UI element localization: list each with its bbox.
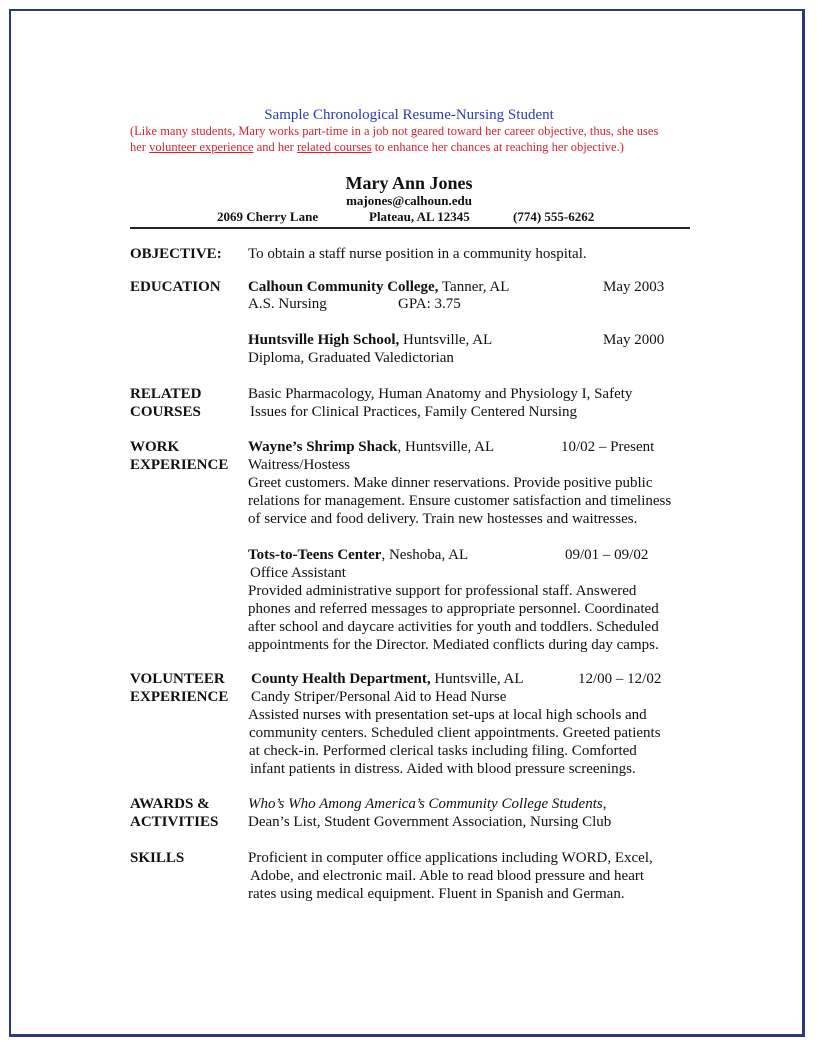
school-1-date: May 2003 bbox=[603, 279, 665, 295]
school-2-detail: Diploma, Graduated Valedictorian bbox=[248, 350, 454, 366]
school-2-heading bbox=[248, 331, 492, 349]
courses-line-1: Basic Pharmacology, Human Anatomy and Physiology I, Safety bbox=[248, 386, 633, 402]
awards-text bbox=[248, 795, 611, 831]
awards-label bbox=[130, 795, 218, 831]
volunteer-dates: 12/00 – 12/02 bbox=[578, 671, 662, 687]
volunteer-label-line-1: VOLUNTEER bbox=[130, 671, 225, 687]
awards-line-2: Dean’s List, Student Government Association, Nursing Club bbox=[248, 814, 612, 830]
job-2-heading bbox=[248, 546, 468, 564]
school-2-name: Huntsville High School, bbox=[248, 332, 400, 348]
volunteer-experience-link[interactable]: volunteer experience bbox=[149, 139, 254, 154]
objective-text: To obtain a staff nurse position in a community hospital. bbox=[248, 246, 587, 262]
school-1-location: Tanner, AL bbox=[438, 279, 510, 295]
job-2-location: , Neshoba, AL bbox=[381, 547, 469, 563]
job-2-employer: Tots-to-Teens Center bbox=[248, 547, 382, 563]
job-2-title: Office Assistant bbox=[250, 565, 346, 581]
volunteer-heading bbox=[251, 670, 524, 688]
job-2-desc-line: phones and referred messages to appropriate personnel. Coordinated bbox=[248, 601, 659, 617]
job-1-dates: 10/02 – Present bbox=[561, 439, 655, 455]
job-1-description bbox=[248, 474, 671, 528]
awards-label-line-1: AWARDS & bbox=[130, 796, 210, 812]
volunteer-desc-line: Assisted nurses with presentation set-ups at local high schools and bbox=[248, 707, 647, 723]
courses-line-2: Issues for Clinical Practices, Family Centered Nursing bbox=[250, 404, 578, 420]
work-label-line-1: WORK bbox=[130, 439, 180, 455]
job-1-heading bbox=[248, 438, 494, 456]
street-address: 2069 Cherry Lane bbox=[217, 209, 319, 224]
job-1-title: Waitress/Hostess bbox=[248, 457, 351, 473]
phone-number: (774) 555-6262 bbox=[513, 209, 595, 224]
job-2-dates: 09/01 – 09/02 bbox=[565, 547, 649, 563]
courses-label-line-1: RELATED bbox=[130, 386, 202, 402]
awards-line-1 bbox=[248, 795, 611, 813]
skills-text bbox=[248, 849, 653, 903]
volunteer-desc-line: at check-in. Performed clerical tasks including filing. Comforted bbox=[249, 743, 637, 759]
work-label bbox=[130, 438, 228, 474]
volunteer-location: Huntsville, AL bbox=[430, 671, 524, 687]
skills-line-3: rates using medical equipment. Fluent in Spanish and German. bbox=[248, 886, 625, 902]
awards-label-line-2: ACTIVITIES bbox=[130, 814, 219, 830]
school-1-name: Calhoun Community College, bbox=[248, 279, 439, 295]
job-2-description bbox=[248, 582, 659, 654]
volunteer-desc-line: infant patients in distress. Aided with blood pressure screenings. bbox=[250, 761, 636, 777]
education-label: EDUCATION bbox=[130, 279, 221, 295]
job-1-desc-line: of service and food delivery. Train new hostesses and waitresses. bbox=[248, 511, 638, 527]
related-courses-link[interactable]: related courses bbox=[296, 139, 372, 154]
skills-label: SKILLS bbox=[130, 850, 185, 866]
job-1-desc-line: relations for management. Ensure customer satisfaction and timeliness bbox=[248, 493, 672, 509]
volunteer-label bbox=[130, 670, 228, 706]
intro-line-2 bbox=[130, 140, 658, 156]
awards-whos-who: Who’s Who Among America’s Community College Students bbox=[248, 796, 603, 812]
applicant-name: Mary Ann Jones bbox=[345, 173, 473, 193]
volunteer-desc-line: community centers. Scheduled client appointments. Greeted patients bbox=[249, 725, 661, 741]
job-1-location: , Huntsville, AL bbox=[397, 439, 495, 455]
volunteer-description bbox=[248, 706, 661, 778]
job-2-desc-line: after school and daycare activities for youth and toddlers. Scheduled bbox=[248, 619, 659, 635]
courses-text bbox=[248, 385, 632, 421]
volunteer-title: Candy Striper/Personal Aid to Head Nurse bbox=[251, 689, 507, 705]
intro-text: and her bbox=[253, 139, 297, 154]
intro-note bbox=[130, 124, 658, 155]
job-2-desc-line: Provided administrative support for professional staff. Answered bbox=[248, 583, 637, 599]
school-1-degree: A.S. Nursing bbox=[248, 296, 327, 312]
school-2-date: May 2000 bbox=[603, 332, 665, 348]
awards-comma: , bbox=[602, 796, 607, 812]
job-1-desc-line: Greet customers. Make dinner reservations. Provide positive public bbox=[248, 475, 653, 491]
objective-label: OBJECTIVE: bbox=[130, 246, 222, 262]
intro-text: to enhance her chances at reaching her objective.) bbox=[371, 139, 624, 154]
header-divider bbox=[130, 227, 690, 229]
school-1-gpa: GPA: 3.75 bbox=[398, 296, 461, 312]
sample-title: Sample Chronological Resume-Nursing Student bbox=[264, 107, 554, 123]
skills-line-1: Proficient in computer office applications including WORD, Excel, bbox=[248, 850, 653, 866]
school-2-location: Huntsville, AL bbox=[399, 332, 493, 348]
city-state-zip: Plateau, AL 12345 bbox=[369, 209, 470, 224]
volunteer-org: County Health Department, bbox=[251, 671, 431, 687]
work-label-line-2: EXPERIENCE bbox=[130, 457, 229, 473]
school-1-heading bbox=[248, 278, 509, 296]
volunteer-label-line-2: EXPERIENCE bbox=[130, 689, 229, 705]
intro-text: her bbox=[130, 139, 150, 154]
courses-label-line-2: COURSES bbox=[130, 404, 201, 420]
job-1-employer: Wayne’s Shrimp Shack bbox=[248, 439, 398, 455]
applicant-email: majones@calhoun.edu bbox=[346, 193, 472, 208]
intro-line-1: (Like many students, Mary works part-time in a job not geared toward her career objective, thus, she uses bbox=[130, 124, 659, 138]
job-2-desc-line: appointments for the Director. Mediated conflicts during day camps. bbox=[248, 637, 659, 653]
courses-label bbox=[130, 385, 201, 421]
skills-line-2: Adobe, and electronic mail. Able to read blood pressure and heart bbox=[250, 868, 645, 884]
